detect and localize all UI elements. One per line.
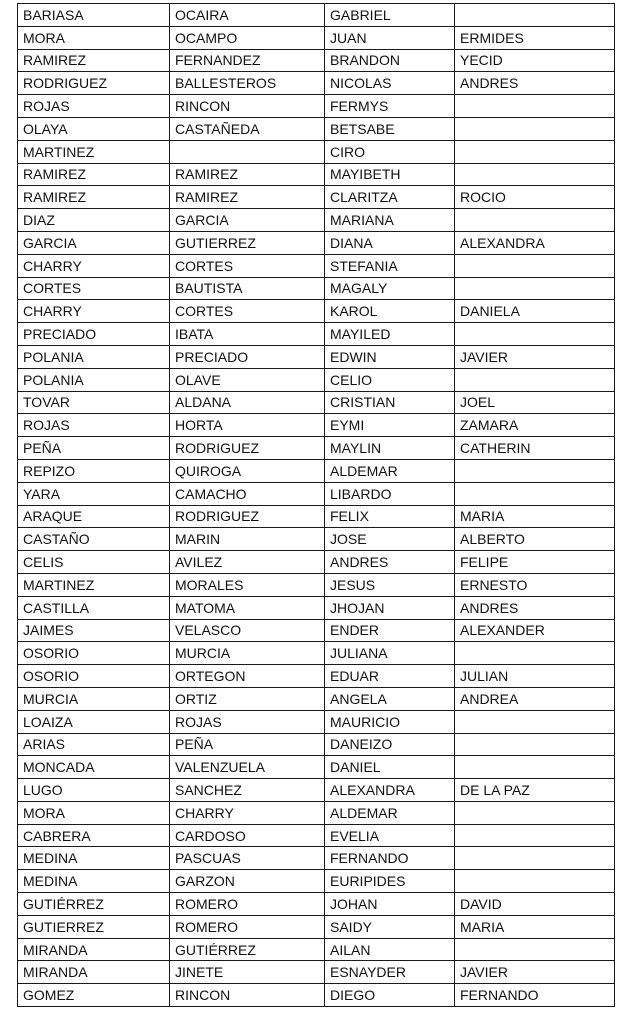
first-surname-cell: MARTINEZ [18,140,170,163]
first-surname-cell: OLAYA [18,117,170,140]
second-surname-cell: BALLESTEROS [170,72,325,95]
middle-name-cell: FELIPE [455,551,615,574]
middle-name-cell: CATHERIN [455,437,615,460]
middle-name-cell: ERNESTO [455,573,615,596]
first-surname-cell: RAMIREZ [18,186,170,209]
first-surname-cell: GUTIÉRREZ [18,893,170,916]
second-surname-cell: ROMERO [170,915,325,938]
first-name-cell: EURIPIDES [325,870,455,893]
table-row [18,437,615,460]
first-surname-cell: DIAZ [18,209,170,232]
second-surname-cell: CAMACHO [170,482,325,505]
second-surname-cell: GARZON [170,870,325,893]
middle-name-cell [455,710,615,733]
table-row [18,733,615,756]
first-name-cell: CELIO [325,368,455,391]
table-row [18,528,615,551]
first-surname-cell: TOVAR [18,391,170,414]
first-surname-cell: ARAQUE [18,505,170,528]
table-row [18,368,615,391]
second-surname-cell: ORTIZ [170,687,325,710]
table-row [18,140,615,163]
first-surname-cell: MEDINA [18,847,170,870]
middle-name-cell [455,209,615,232]
middle-name-cell [455,117,615,140]
second-surname-cell: GUTIERREZ [170,231,325,254]
middle-name-cell: JAVIER [455,961,615,984]
middle-name-cell: DE LA PAZ [455,779,615,802]
table-row [18,414,615,437]
first-name-cell: MAYIBETH [325,163,455,186]
second-surname-cell: ROJAS [170,710,325,733]
first-surname-cell: CORTES [18,277,170,300]
table-row [18,938,615,961]
first-surname-cell: GARCIA [18,231,170,254]
middle-name-cell: DAVID [455,893,615,916]
table-row [18,665,615,688]
table-row [18,26,615,49]
middle-name-cell: ANDREA [455,687,615,710]
second-surname-cell: OCAIRA [170,4,325,27]
table-row [18,163,615,186]
table-row [18,870,615,893]
table-row [18,505,615,528]
first-name-cell: MAYLIN [325,437,455,460]
first-surname-cell: ROJAS [18,95,170,118]
first-name-cell: ANDRES [325,551,455,574]
table-row [18,4,615,27]
middle-name-cell: ERMIDES [455,26,615,49]
middle-name-cell [455,824,615,847]
middle-name-cell [455,847,615,870]
first-name-cell: BETSABE [325,117,455,140]
middle-name-cell [455,323,615,346]
first-name-cell: JHOJAN [325,596,455,619]
table-row [18,209,615,232]
middle-name-cell [455,801,615,824]
table-row [18,687,615,710]
first-surname-cell: MIRANDA [18,938,170,961]
middle-name-cell [455,368,615,391]
table-row [18,984,615,1007]
table-row [18,72,615,95]
first-name-cell: ESNAYDER [325,961,455,984]
first-surname-cell: OSORIO [18,665,170,688]
first-name-cell: CRISTIAN [325,391,455,414]
middle-name-cell: JULIAN [455,665,615,688]
middle-name-cell: JAVIER [455,345,615,368]
middle-name-cell [455,756,615,779]
middle-name-cell: ANDRES [455,596,615,619]
table-row [18,186,615,209]
first-name-cell: MAGALY [325,277,455,300]
first-surname-cell: LUGO [18,779,170,802]
table-row [18,345,615,368]
table-row [18,710,615,733]
first-surname-cell: BARIASA [18,4,170,27]
first-surname-cell: RAMIREZ [18,49,170,72]
middle-name-cell [455,870,615,893]
middle-name-cell: ROCIO [455,186,615,209]
first-surname-cell: POLANIA [18,368,170,391]
first-name-cell: ALDEMAR [325,801,455,824]
second-surname-cell: RODRIGUEZ [170,505,325,528]
first-surname-cell: MEDINA [18,870,170,893]
middle-name-cell [455,482,615,505]
second-surname-cell: CHARRY [170,801,325,824]
first-surname-cell: MARTINEZ [18,573,170,596]
first-name-cell: EDWIN [325,345,455,368]
middle-name-cell [455,459,615,482]
names-table-body [18,4,615,1007]
middle-name-cell: ALEXANDER [455,619,615,642]
table-row [18,915,615,938]
first-name-cell: ALDEMAR [325,459,455,482]
first-name-cell: EDUAR [325,665,455,688]
first-name-cell: FELIX [325,505,455,528]
middle-name-cell: ANDRES [455,72,615,95]
first-name-cell: DIANA [325,231,455,254]
first-name-cell: JUAN [325,26,455,49]
middle-name-cell: MARIA [455,915,615,938]
table-row [18,893,615,916]
first-surname-cell: CHARRY [18,254,170,277]
table-row [18,49,615,72]
first-surname-cell: MIRANDA [18,961,170,984]
first-surname-cell: REPIZO [18,459,170,482]
first-surname-cell: RODRIGUEZ [18,72,170,95]
middle-name-cell [455,140,615,163]
first-surname-cell: OSORIO [18,642,170,665]
first-name-cell: DANIEL [325,756,455,779]
first-surname-cell: MURCIA [18,687,170,710]
first-name-cell: EVELIA [325,824,455,847]
table-row [18,482,615,505]
table-row [18,254,615,277]
middle-name-cell: ALEXANDRA [455,231,615,254]
second-surname-cell: RODRIGUEZ [170,437,325,460]
middle-name-cell [455,95,615,118]
middle-name-cell: DANIELA [455,300,615,323]
second-surname-cell: VELASCO [170,619,325,642]
second-surname-cell: MATOMA [170,596,325,619]
middle-name-cell [455,254,615,277]
second-surname-cell: BAUTISTA [170,277,325,300]
second-surname-cell: VALENZUELA [170,756,325,779]
second-surname-cell: PASCUAS [170,847,325,870]
first-name-cell: JOHAN [325,893,455,916]
second-surname-cell: MORALES [170,573,325,596]
first-name-cell: ENDER [325,619,455,642]
table-row [18,779,615,802]
first-name-cell: CIRO [325,140,455,163]
middle-name-cell: YECID [455,49,615,72]
table-row [18,95,615,118]
middle-name-cell: ZAMARA [455,414,615,437]
table-row [18,231,615,254]
first-surname-cell: GOMEZ [18,984,170,1007]
table-row [18,801,615,824]
first-name-cell: JOSE [325,528,455,551]
second-surname-cell: MARIN [170,528,325,551]
first-surname-cell: JAIMES [18,619,170,642]
middle-name-cell [455,733,615,756]
middle-name-cell: JOEL [455,391,615,414]
first-name-cell: KAROL [325,300,455,323]
first-name-cell: MARIANA [325,209,455,232]
first-name-cell: GABRIEL [325,4,455,27]
first-surname-cell: MORA [18,801,170,824]
table-row [18,756,615,779]
first-name-cell: JULIANA [325,642,455,665]
first-name-cell: SAIDY [325,915,455,938]
table-row [18,391,615,414]
table-row [18,642,615,665]
first-surname-cell: YARA [18,482,170,505]
table-row [18,824,615,847]
second-surname-cell: ROMERO [170,893,325,916]
names-table [17,3,615,1007]
second-surname-cell: GARCIA [170,209,325,232]
second-surname-cell: MURCIA [170,642,325,665]
first-surname-cell: CELIS [18,551,170,574]
table-row [18,277,615,300]
first-surname-cell: CABRERA [18,824,170,847]
first-name-cell: CLARITZA [325,186,455,209]
middle-name-cell [455,277,615,300]
first-name-cell: FERNANDO [325,847,455,870]
first-name-cell: DANEIZO [325,733,455,756]
first-name-cell: AILAN [325,938,455,961]
second-surname-cell: CORTES [170,254,325,277]
first-name-cell: FERMYS [325,95,455,118]
middle-name-cell [455,938,615,961]
second-surname-cell: OLAVE [170,368,325,391]
second-surname-cell: PRECIADO [170,345,325,368]
table-row [18,573,615,596]
second-surname-cell: PEÑA [170,733,325,756]
table-row [18,323,615,346]
first-surname-cell: PEÑA [18,437,170,460]
table-row [18,961,615,984]
first-name-cell: NICOLAS [325,72,455,95]
names-sheet [17,3,614,1007]
second-surname-cell: OCAMPO [170,26,325,49]
first-name-cell: EYMI [325,414,455,437]
second-surname-cell: IBATA [170,323,325,346]
first-surname-cell: MONCADA [18,756,170,779]
first-name-cell: MAYILED [325,323,455,346]
middle-name-cell [455,4,615,27]
second-surname-cell [170,140,325,163]
first-surname-cell: LOAIZA [18,710,170,733]
first-surname-cell: CHARRY [18,300,170,323]
first-name-cell: LIBARDO [325,482,455,505]
second-surname-cell: RINCON [170,984,325,1007]
table-row [18,847,615,870]
second-surname-cell: RAMIREZ [170,186,325,209]
first-surname-cell: ROJAS [18,414,170,437]
first-name-cell: BRANDON [325,49,455,72]
first-name-cell: JESUS [325,573,455,596]
first-surname-cell: POLANIA [18,345,170,368]
first-surname-cell: RAMIREZ [18,163,170,186]
first-surname-cell: ARIAS [18,733,170,756]
first-surname-cell: CASTAÑO [18,528,170,551]
second-surname-cell: RINCON [170,95,325,118]
second-surname-cell: GUTIÉRREZ [170,938,325,961]
second-surname-cell: CASTAÑEDA [170,117,325,140]
first-surname-cell: CASTILLA [18,596,170,619]
second-surname-cell: CORTES [170,300,325,323]
second-surname-cell: RAMIREZ [170,163,325,186]
middle-name-cell: ALBERTO [455,528,615,551]
first-surname-cell: MORA [18,26,170,49]
first-name-cell: STEFANIA [325,254,455,277]
table-row [18,117,615,140]
first-name-cell: DIEGO [325,984,455,1007]
second-surname-cell: AVILEZ [170,551,325,574]
table-row [18,551,615,574]
first-surname-cell: PRECIADO [18,323,170,346]
first-name-cell: ALEXANDRA [325,779,455,802]
table-row [18,596,615,619]
second-surname-cell: SANCHEZ [170,779,325,802]
middle-name-cell: MARIA [455,505,615,528]
second-surname-cell: ORTEGON [170,665,325,688]
first-surname-cell: GUTIERREZ [18,915,170,938]
second-surname-cell: JINETE [170,961,325,984]
second-surname-cell: HORTA [170,414,325,437]
first-name-cell: MAURICIO [325,710,455,733]
table-row [18,300,615,323]
first-name-cell: ANGELA [325,687,455,710]
table-row [18,619,615,642]
middle-name-cell: FERNANDO [455,984,615,1007]
table-row [18,459,615,482]
middle-name-cell [455,642,615,665]
middle-name-cell [455,163,615,186]
second-surname-cell: QUIROGA [170,459,325,482]
second-surname-cell: CARDOSO [170,824,325,847]
second-surname-cell: FERNANDEZ [170,49,325,72]
second-surname-cell: ALDANA [170,391,325,414]
